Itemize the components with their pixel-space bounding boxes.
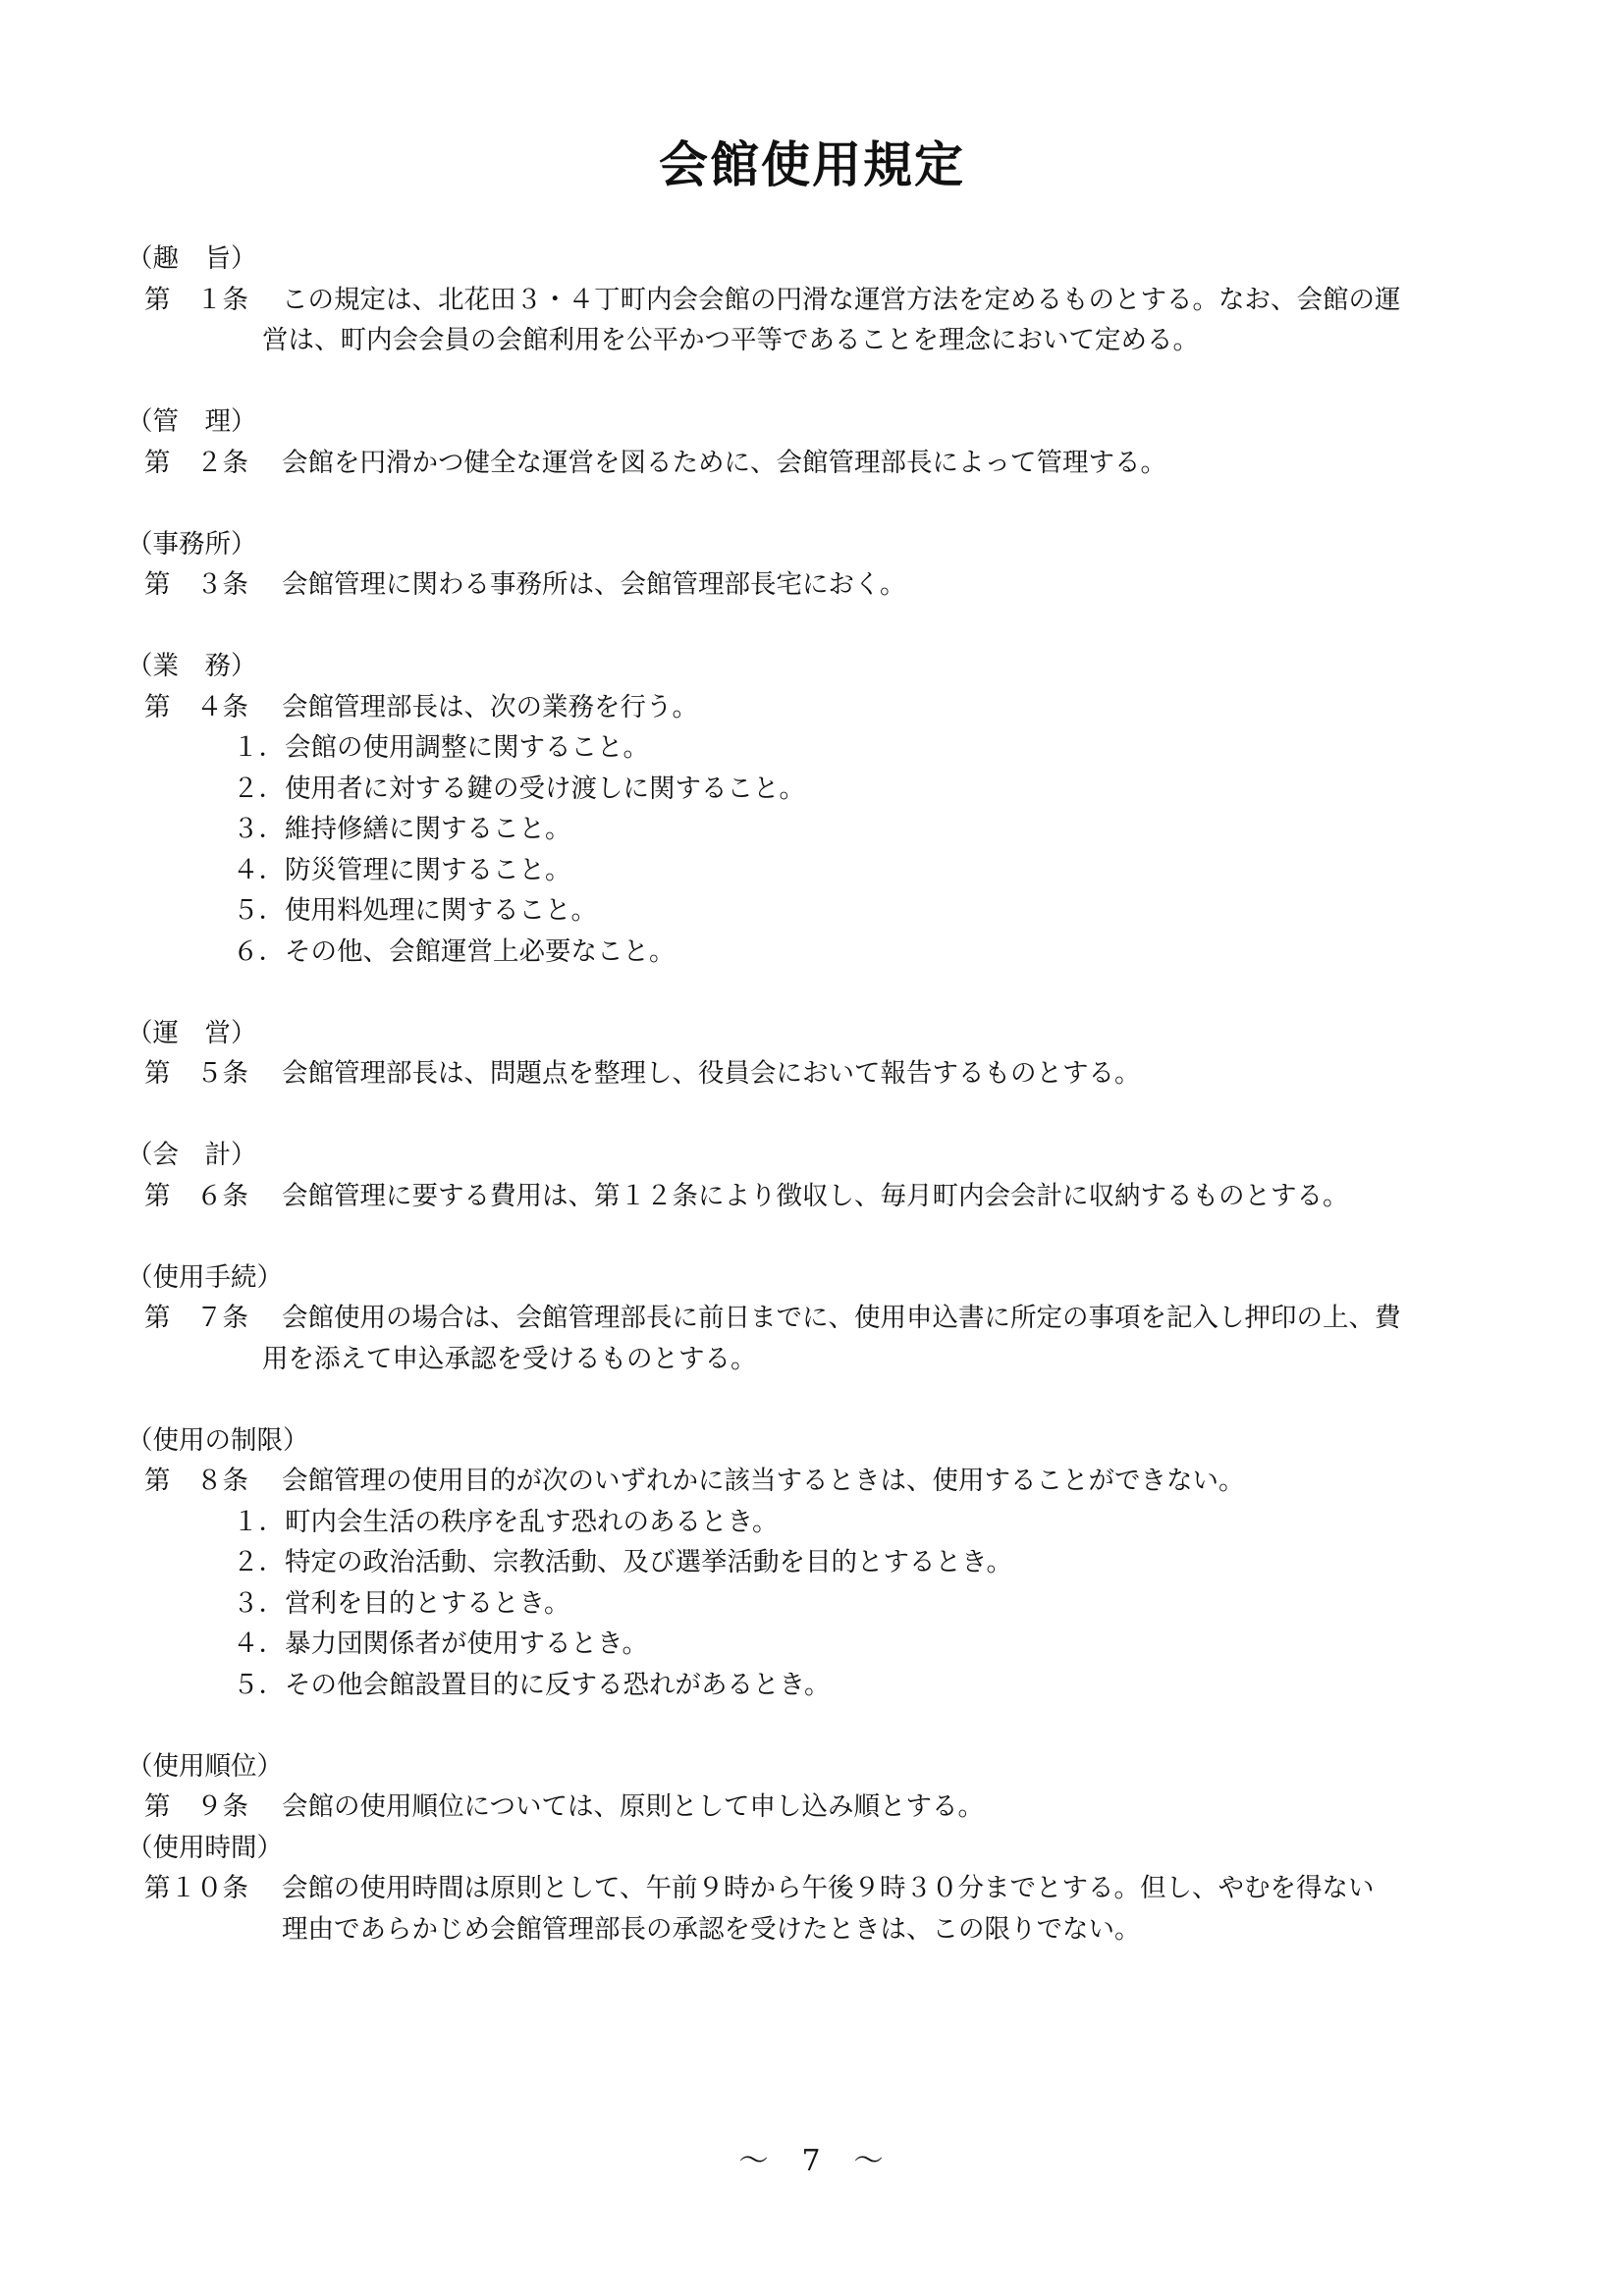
article-line: 会館の使用時間は原則として、午前９時から午後９時３０分までとする。但し、やむを得ない: [282, 1873, 1375, 1903]
article-3: [131, 564, 1525, 606]
section-heading: （使用時間）: [127, 1832, 283, 1863]
article-text: [282, 1176, 1525, 1217]
list-item: ３．維持修繕に関すること。: [233, 814, 571, 844]
section-heading: （事務所）: [127, 528, 257, 560]
article-text: [282, 1787, 1525, 1828]
article-text: [262, 1298, 1525, 1379]
article-number: 第１０条: [144, 1873, 248, 1903]
article-number: 第 １条: [144, 284, 248, 315]
article-text: [262, 280, 1525, 361]
article-number: 第 ３条: [144, 569, 248, 600]
document-body: [127, 239, 1525, 1949]
section-heading: （管 理）: [127, 406, 257, 437]
list-item: ５．使用料処理に関すること。: [233, 895, 597, 926]
article-line: 会館管理部長は、問題点を整理し、役員会において報告するものとする。: [282, 1058, 1141, 1089]
list-item: １．町内会生活の秩序を乱す恐れのあるとき。: [233, 1506, 779, 1537]
list-item: ５．その他会館設置目的に反する恐れがあるとき。: [233, 1669, 831, 1700]
list-item: ２．使用者に対する鍵の受け渡しに関すること。: [233, 773, 805, 804]
article-number: 第 ５条: [144, 1058, 248, 1089]
article-text: [282, 1053, 1525, 1095]
article-number: 第 ８条: [144, 1466, 248, 1496]
document-title: 会館使用規定: [659, 136, 965, 193]
article-number: 第 ９条: [144, 1791, 248, 1822]
article-line: 会館を円滑かつ健全な運営を図るために、会館管理部長によって管理する。: [282, 447, 1166, 478]
article-9: [131, 1787, 1525, 1828]
article-text: [282, 443, 1525, 484]
article-6: [131, 1176, 1525, 1217]
section-5: [127, 1013, 1525, 1095]
article-number: 第 ２条: [144, 447, 248, 478]
section-heading: （趣 旨）: [127, 243, 257, 274]
article-7: [131, 1298, 1525, 1379]
section-6: [127, 1135, 1525, 1216]
section-heading: （運 営）: [127, 1017, 257, 1048]
article-text: [282, 564, 1525, 606]
article-text: [282, 1461, 1525, 1502]
section-2: [127, 401, 1525, 483]
article-10: [131, 1868, 1525, 1949]
article-text: [282, 687, 1525, 728]
article-line: 会館管理に要する費用は、第１２条により徴収し、毎月町内会会計に収納するものとする。: [282, 1180, 1349, 1211]
article-line: 会館管理に関わる事務所は、会館管理部長宅におく。: [282, 569, 906, 600]
section-10: [127, 1828, 1525, 1950]
item-list: [131, 1502, 1525, 1706]
article-2: [131, 443, 1525, 484]
article-number: 第 ７条: [144, 1303, 248, 1333]
section-1: [127, 239, 1525, 361]
item-list: [131, 727, 1525, 972]
article-line: 用を添えて申込承認を受けるものとする。: [262, 1343, 757, 1374]
article-5: [131, 1053, 1525, 1095]
section-heading: （使用順位）: [127, 1750, 283, 1782]
list-item: １．会館の使用調整に関すること。: [233, 732, 649, 763]
article-8: [131, 1461, 1525, 1502]
list-item: ６．その他、会館運営上必要なこと。: [233, 935, 676, 967]
section-heading: （会 計）: [127, 1140, 257, 1170]
article-line: 会館使用の場合は、会館管理部長に前日までに、使用申込書に所定の事項を記入し押印の上、費: [282, 1303, 1401, 1333]
section-4: [127, 646, 1525, 972]
list-item: ２．特定の政治活動、宗教活動、及び選挙活動を目的とするとき。: [233, 1547, 1012, 1577]
article-line: 理由であらかじめ会館管理部長の承認を受けたときは、この限りでない。: [282, 1913, 1141, 1945]
article-number: 第 ６条: [144, 1180, 248, 1211]
section-3: [127, 524, 1525, 606]
list-item: ４．防災管理に関すること。: [233, 854, 571, 885]
article-number: 第 ４条: [144, 691, 248, 722]
section-7: [127, 1257, 1525, 1380]
article-line: 会館管理の使用目的が次のいずれかに該当するときは、使用することができない。: [282, 1466, 1245, 1496]
article-1: [131, 280, 1525, 361]
section-heading: （業 務）: [127, 651, 257, 681]
article-line: 営は、町内会会員の会館利用を公平かつ平等であることを理念において定める。: [262, 325, 1199, 355]
article-line: 会館管理部長は、次の業務を行う。: [282, 691, 698, 722]
list-item: ４．暴力団関係者が使用するとき。: [233, 1629, 648, 1659]
section-heading: （使用手続）: [127, 1261, 283, 1293]
article-4: [131, 687, 1525, 728]
article-text: [282, 1868, 1525, 1949]
article-line: この規定は、北花田３・４丁町内会会館の円滑な運営方法を定めるものとする。なお、会館の運: [282, 284, 1401, 315]
section-9: [127, 1746, 1525, 1828]
section-heading: （使用の制限）: [127, 1424, 309, 1456]
page-number: ～ 7 ～: [738, 2144, 886, 2178]
article-line: 会館の使用順位については、原則として申し込み順とする。: [282, 1791, 984, 1822]
section-8: [127, 1420, 1525, 1706]
list-item: ３．営利を目的とするとき。: [233, 1587, 570, 1619]
